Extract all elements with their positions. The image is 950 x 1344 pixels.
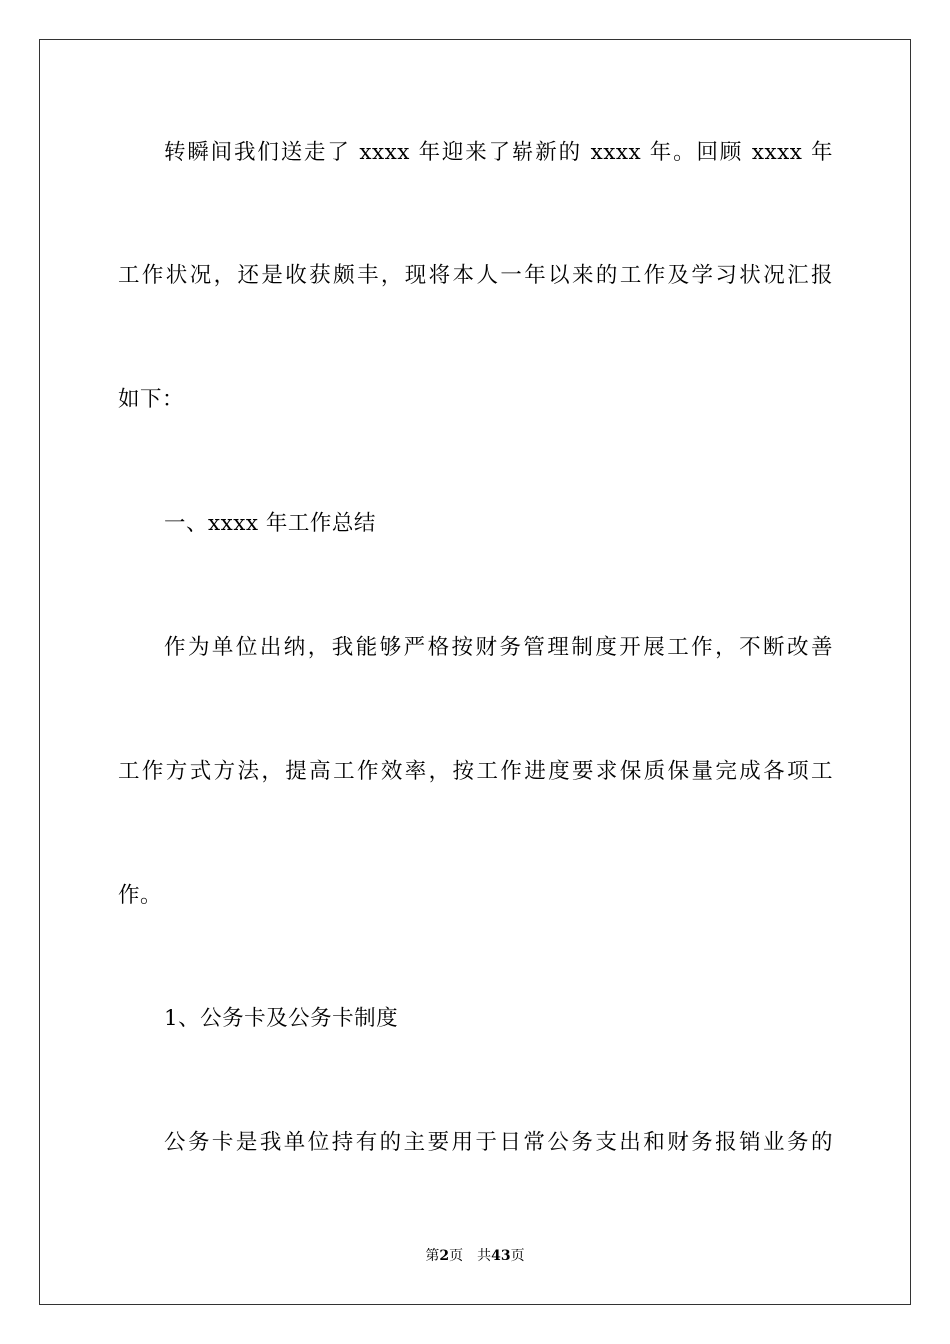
paragraph-line-3: 如下：: [118, 387, 185, 412]
paragraph-line-2: 工作状况，还是收获颇丰，现将本人一年以来的工作及学习状况汇报: [118, 263, 833, 288]
page-footer: [0, 1246, 950, 1266]
page-border: [39, 39, 911, 1305]
paragraph-line-1: 转瞬间我们送走了 xxxx 年迎来了崭新的 xxxx 年。回顾 xxxx 年: [164, 140, 833, 165]
paragraph-line-6: 作。: [118, 883, 163, 908]
footer-total-pages: 43: [491, 1248, 511, 1264]
subsection-heading: 1、公务卡及公务卡制度: [164, 1006, 399, 1031]
footer-page-prefix: 第: [425, 1248, 440, 1264]
paragraph-line-7: 公务卡是我单位持有的主要用于日常公务支出和财务报销业务的: [164, 1130, 833, 1155]
footer-page-number: 2: [439, 1248, 450, 1264]
footer-page-unit: 页: [449, 1248, 464, 1264]
paragraph-line-5: 工作方式方法，提高工作效率，按工作进度要求保质保量完成各项工: [118, 759, 833, 784]
footer-total-unit: 页: [510, 1248, 525, 1264]
section-heading: 一、xxxx 年工作总结: [164, 511, 376, 536]
footer-total-prefix: 共: [477, 1248, 492, 1264]
paragraph-line-4: 作为单位出纳，我能够严格按财务管理制度开展工作，不断改善: [164, 635, 833, 660]
